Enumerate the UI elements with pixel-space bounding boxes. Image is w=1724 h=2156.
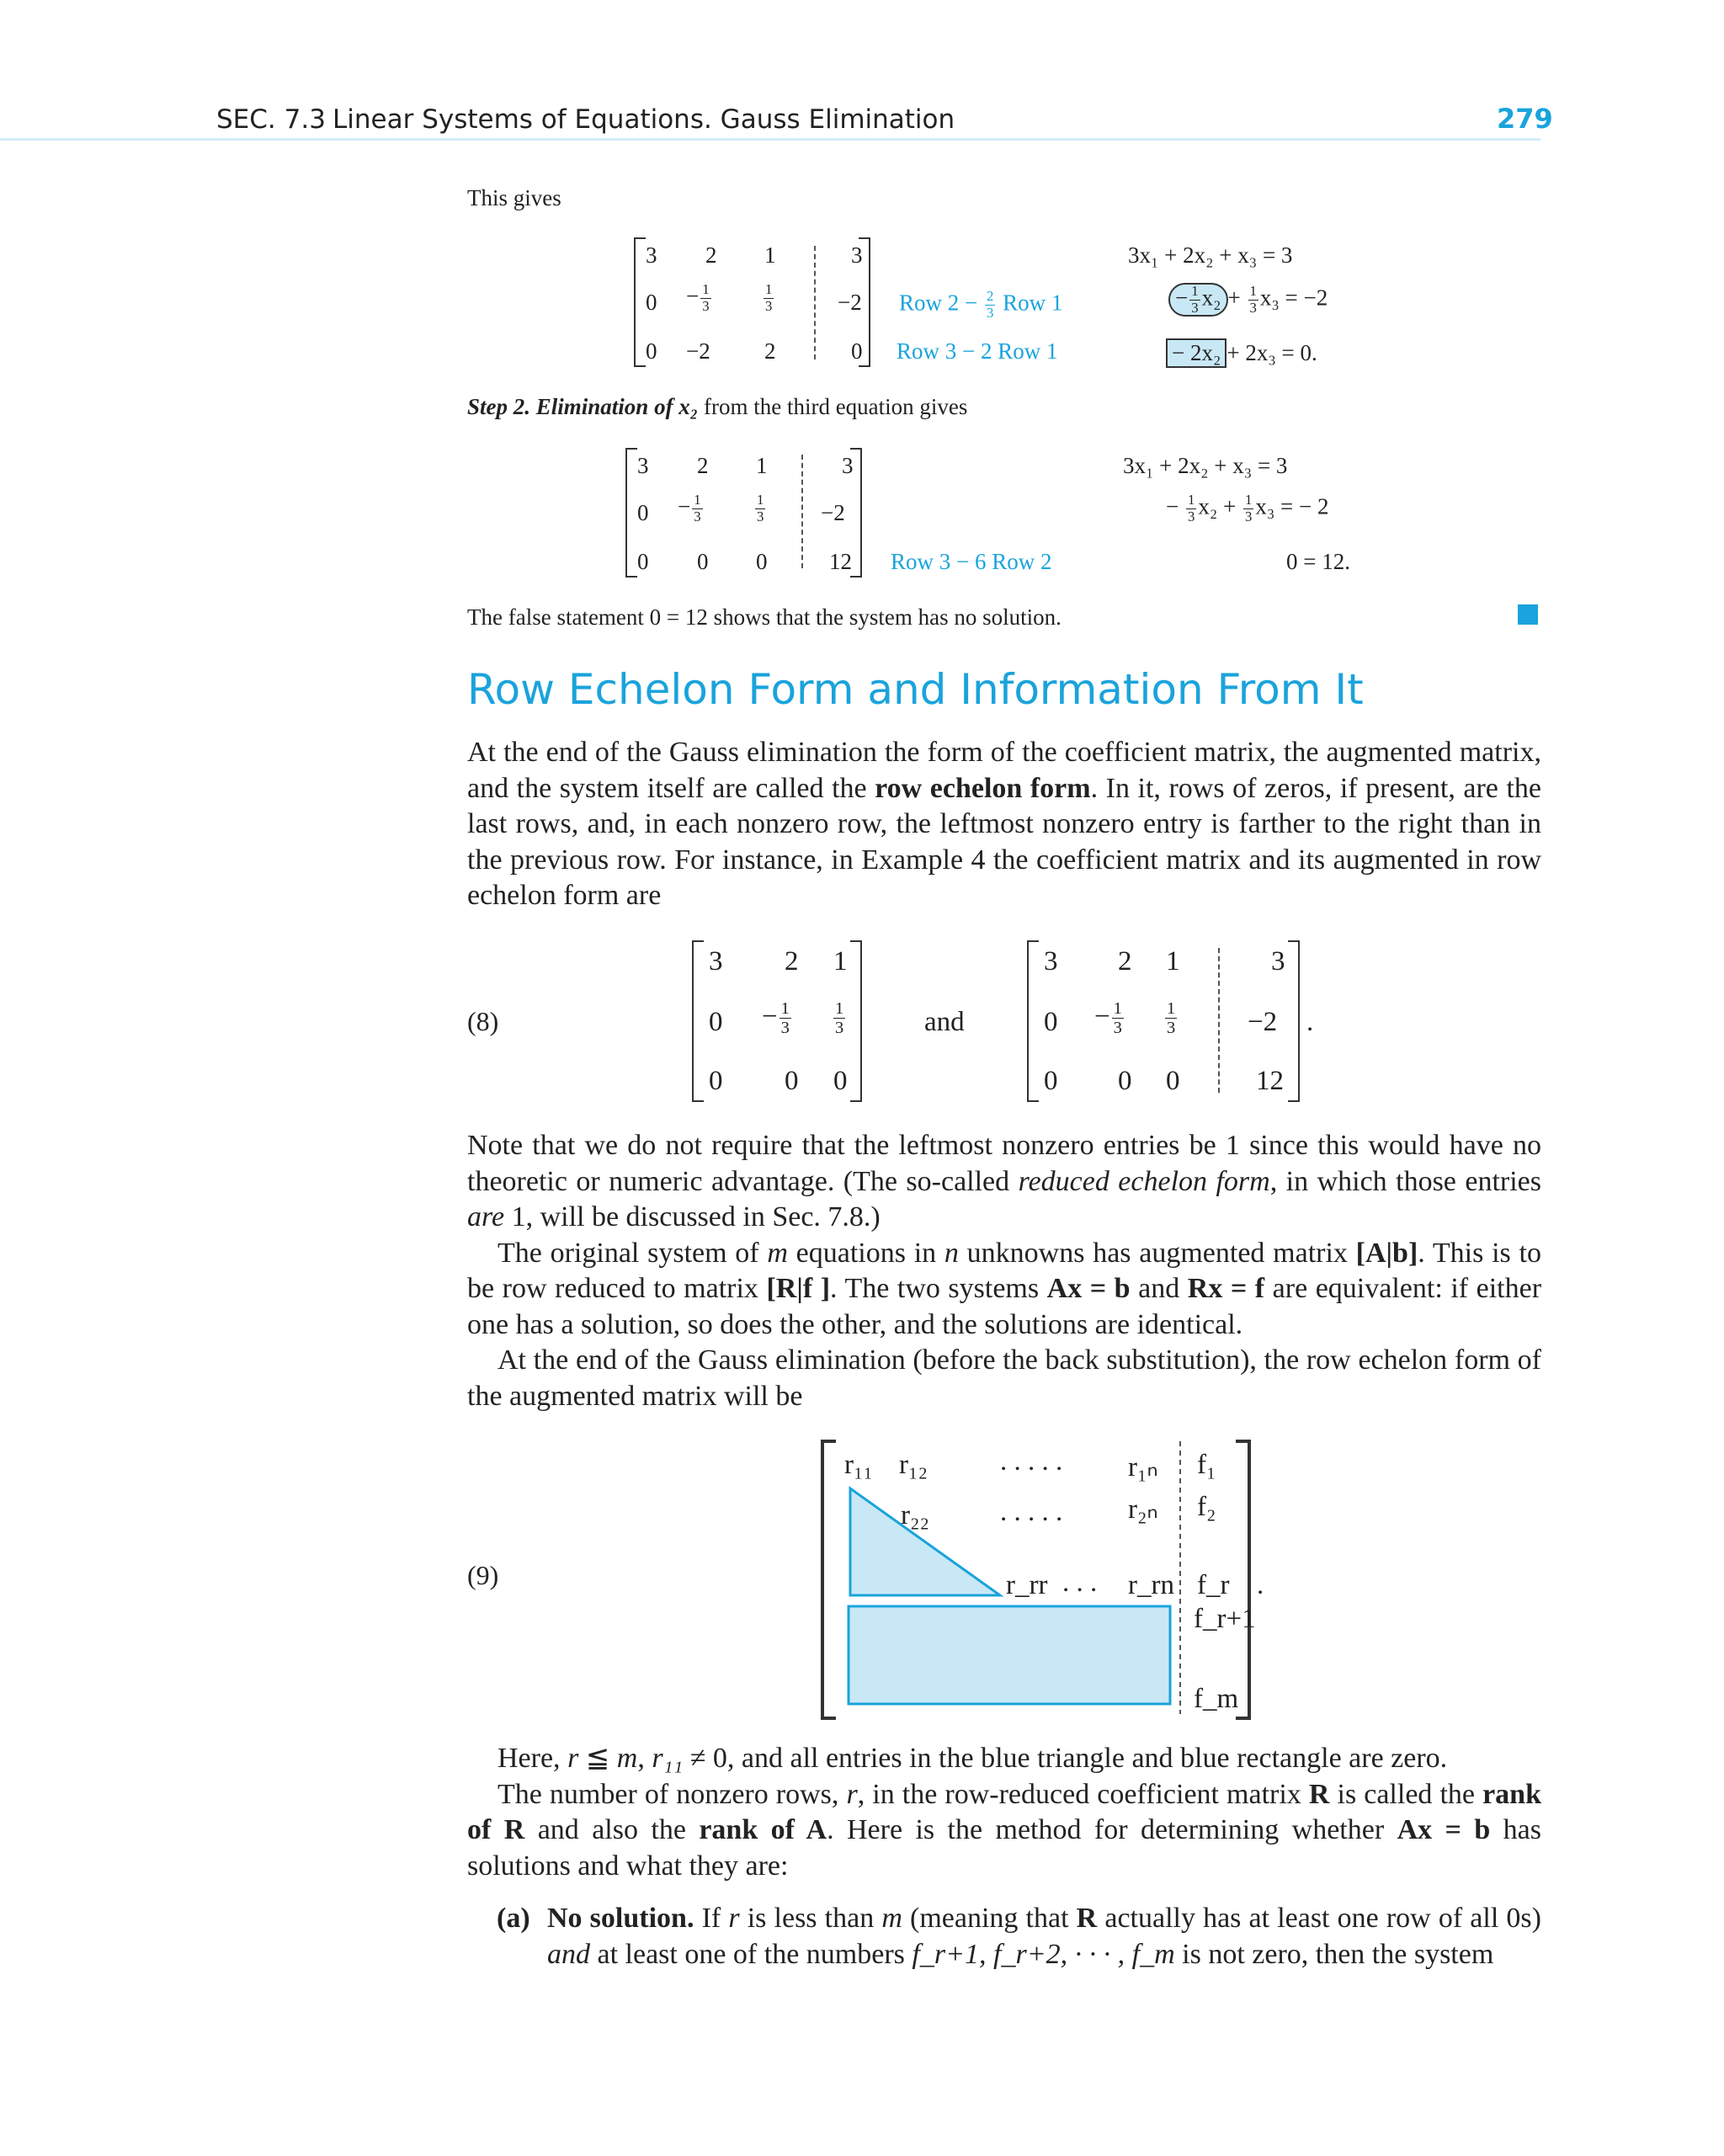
m1-cell: − $\frac{1}{3}$ <box>686 281 710 314</box>
conclusion-text: The false statement 0 = 12 shows that the system has no solution. <box>467 604 1062 630</box>
m2-cell: 3 <box>637 453 649 478</box>
system2-eq-2: − $\frac{1}{3}$ x₂ + $\frac{1}{3}$ x₃ = − 2 <box>1166 492 1329 524</box>
aug-cell: 1 <box>1166 946 1180 977</box>
m2-cell: 3 <box>842 453 854 478</box>
aug-cell: − $\frac{1}{3}$ <box>1094 999 1122 1038</box>
system-eq-3: − 2x₂ + 2x₃ = 0. <box>1166 338 1317 368</box>
intro-text: This gives <box>467 185 561 210</box>
right-bracket <box>1288 940 1300 1102</box>
m2-cell: 0 <box>637 549 649 574</box>
end-of-example-marker <box>1518 604 1538 625</box>
system-eq-2: − $\frac{1}{3}$ x₂ + $\frac{1}{3}$ x₃ = −2 <box>1168 283 1328 317</box>
paragraph-5: Here, r ≦ m, r₁₁ ≠ 0, and all entries in the blue triangle and blue rectangle are zero. The number of nonzero rows, r, in the row-reduced coefficient matrix R is called the rank of R and also the rank of A. Here is the method for determining whether Ax = b has solutions and what they are: <box>467 1743 1541 1882</box>
and-word: and <box>924 1007 965 1037</box>
zero-rectangle <box>849 1606 1170 1704</box>
paragraph-4: At the end of the Gauss elimination (before the back substitution), the row echelon form of the augmented matrix will be <box>467 1344 1541 1412</box>
step-2-line: Step 2. Elimination of x₂ from the third equation gives <box>467 394 968 419</box>
coef-cell: $\frac{1}{3}$ <box>835 999 844 1038</box>
coef-cell: 3 <box>709 946 723 977</box>
m1-cell: 3 <box>646 242 657 268</box>
running-section: SEC. 7.3 <box>216 104 326 135</box>
m2-cell: 0 <box>637 500 649 525</box>
system-eq-1: 3x₁ + 2x₂ + x₃ = 3 <box>1128 242 1293 268</box>
aug-cell: $\frac{1}{3}$ <box>1167 999 1176 1038</box>
aug-cell: 0 <box>1166 1066 1180 1096</box>
m1-cell: $\frac{1}{3}$ <box>765 281 773 314</box>
aug-cell: 0 <box>1118 1066 1132 1096</box>
aug-cell: 0 <box>1044 1066 1058 1096</box>
right-bracket <box>1236 1440 1251 1720</box>
equation-period: . <box>1306 1007 1314 1037</box>
m2-cell: 0 <box>697 549 709 574</box>
coef-cell: 2 <box>785 946 799 977</box>
m1-cell: 0 <box>646 338 657 364</box>
m1-cell: 0 <box>646 290 657 315</box>
coef-cell: 0 <box>709 1007 723 1037</box>
m2-cell: $\frac{1}{3}$ <box>757 492 764 524</box>
dots-row-2: . . . . . <box>1000 1497 1063 1527</box>
m1-cell: 2 <box>764 338 776 364</box>
m1-cell: 3 <box>851 242 863 268</box>
m2-cell: − $\frac{1}{3}$ <box>678 492 701 524</box>
augment-divider <box>801 455 803 568</box>
entry-rrr: r_rr <box>1006 1570 1048 1600</box>
aug-cell: 12 <box>1256 1066 1284 1096</box>
equation-label-8: (8) <box>467 1006 499 1036</box>
m2-cell: −2 <box>821 500 845 525</box>
coef-cell: 0 <box>709 1066 723 1096</box>
entry-rrn: r_rn <box>1128 1570 1174 1600</box>
m2-cell: 0 <box>756 549 768 574</box>
dots-row-1: . . . . . <box>1000 1446 1063 1477</box>
coef-cell: 1 <box>833 946 848 977</box>
paragraph-1: At the end of the Gauss elimination the form of the coefficient matrix, the augmented matrix, and the system itself are called the row echelon form. In it, rows of zeros, if present, are the last rows, and, in each nonzero row, the leftmost nonzero entry is farther to the right than in the previous row. For instance, in Example 4 the coefficient matrix and its augmented in row echelon form are <box>467 737 1541 911</box>
left-bracket <box>692 940 704 1102</box>
entry-f1: f₁ <box>1197 1450 1216 1480</box>
entry-r1n: r₁ₙ <box>1128 1452 1158 1483</box>
aug-cell: 3 <box>1044 946 1058 977</box>
equation-period: . <box>1257 1570 1264 1600</box>
right-bracket <box>850 940 862 1102</box>
running-title: Linear Systems of Equations. Gauss Elimination <box>333 104 955 135</box>
m2-cell: 1 <box>756 453 768 478</box>
item-a: No solution. If r is less than m (meaning that R actually has at least one row of all 0s) and at least one of the numbers f_r+1, f_r+2, · · · , f_m is not zero, then the system <box>547 1903 1541 1970</box>
row-op-3b: Row 3 − 6 Row 2 <box>891 549 1052 574</box>
entry-fr: f_r <box>1197 1570 1230 1600</box>
aug-cell: 3 <box>1271 946 1285 977</box>
aug-cell: −2 <box>1248 1007 1278 1037</box>
coef-cell: 0 <box>785 1066 799 1096</box>
row-op-2: Row 2 − $\frac{2}{3}$ Row 1 <box>899 288 1063 321</box>
circled-term: − $\frac{1}{3}$ x₂ <box>1168 283 1228 317</box>
left-bracket <box>1027 940 1039 1102</box>
augment-divider <box>1218 948 1220 1093</box>
entry-f2: f₂ <box>1197 1492 1216 1522</box>
left-bracket <box>634 237 646 367</box>
m1-cell: −2 <box>686 338 710 364</box>
entry-fr1: f_r+1 <box>1194 1604 1256 1634</box>
m1-cell: 2 <box>705 242 717 268</box>
section-title: Row Echelon Form and Information From It <box>467 665 1364 714</box>
m1-cell: −2 <box>838 290 862 315</box>
page-number: 279 <box>1497 103 1553 135</box>
boxed-term: − 2x₂ <box>1166 338 1226 368</box>
row-op-3: Row 3 − 2 Row 1 <box>897 338 1058 364</box>
augment-divider <box>814 246 816 359</box>
entry-r11: r₁₁ <box>844 1450 873 1480</box>
entry-r2n: r₂ₙ <box>1128 1494 1158 1525</box>
m1-cell: 1 <box>764 242 776 268</box>
coef-cell: 0 <box>833 1066 848 1096</box>
header-rule <box>0 138 1540 141</box>
entry-fm: f_m <box>1194 1684 1239 1714</box>
system2-eq-1: 3x₁ + 2x₂ + x₃ = 3 <box>1123 453 1288 478</box>
aug-cell: 2 <box>1118 946 1132 977</box>
m2-cell: 12 <box>829 549 852 574</box>
dots-row-r: . . . <box>1062 1568 1098 1598</box>
left-bracket <box>625 448 637 578</box>
paragraph-2: Note that we do not require that the leftmost nonzero entries be 1 since this would have no theoretic or numeric advantage. (The so-called reduced echelon form, in which those entries are 1, will be discussed in Sec. 7.8.) The original system of m equations in n unknowns has augmented matrix [A|b]. This is to be row reduced to matrix [R|f ]. The two systems Ax = b and Rx = f are equivalent: if either one has a solution, so does the other, and the solutions are identical. At the end of the Gauss elimination (before the back substitution), the row echelon form of the augmented matrix will be <box>467 1128 1541 1414</box>
coef-cell: − $\frac{1}{3}$ <box>762 999 790 1038</box>
m1-cell: 0 <box>851 338 863 364</box>
system2-eq-3: 0 = 12. <box>1286 549 1350 574</box>
entry-r12: r₁₂ <box>899 1450 928 1480</box>
entry-r22: r₂₂ <box>901 1500 929 1530</box>
item-a-label: (a) <box>497 1903 530 1934</box>
equation-label-9: (9) <box>467 1560 499 1590</box>
m2-cell: 2 <box>697 453 709 478</box>
aug-cell: 0 <box>1044 1007 1058 1037</box>
